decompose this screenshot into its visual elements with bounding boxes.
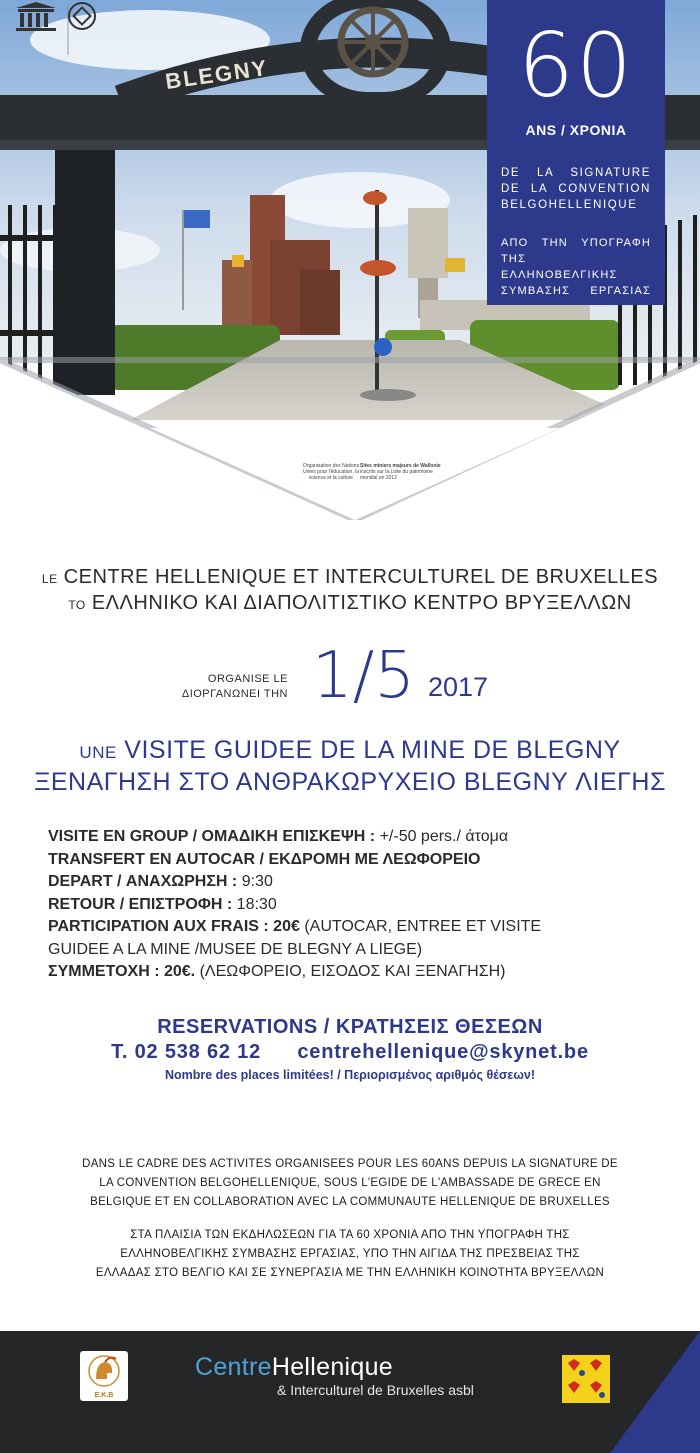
whs-title: Sites miniers majeurs de Wallonie bbox=[360, 463, 441, 469]
reservation-contact bbox=[0, 1041, 700, 1064]
detail-depart bbox=[48, 871, 668, 894]
helmet-icon bbox=[80, 1351, 128, 1391]
brand-part-hellenique: Hellenique bbox=[271, 1353, 393, 1381]
badge-french-text bbox=[501, 165, 651, 213]
unesco-temple-icon bbox=[16, 2, 56, 31]
brand-part-centre: Centre bbox=[195, 1353, 272, 1381]
event-title-greek: ΞΕΝΑΓΗΣΗ ΣΤΟ ΑΝΘΡΑΚΩΡΥΧΕΙΟ BLEGNY ΛΙΕΓΗΣ bbox=[34, 768, 666, 796]
badge-fr-line: DE LA CONVENTION bbox=[501, 183, 651, 195]
badge-gr-line: ΣΥΜΒΑΣΗΣ ΕΡΓΑΣΙΑΣ bbox=[501, 285, 651, 297]
detail-group-value: +/-50 pers./ άτομα bbox=[375, 828, 509, 845]
anniversary-years-label: ANS / ΧΡΟΝΙΑ bbox=[525, 122, 627, 138]
gate-sign: BLEGNY bbox=[163, 54, 270, 95]
organise-labels bbox=[182, 672, 288, 702]
detail-retour-label: RETOUR / ΕΠΙΣΤΡΟΦΗ : bbox=[48, 895, 233, 913]
footer bbox=[0, 1331, 700, 1453]
organise-label-fr: ORGANISE LE bbox=[207, 673, 288, 685]
badge-fr-line: BELGOHELLENIQUE bbox=[501, 199, 638, 211]
reservation-phone[interactable]: T. 02 538 62 12 bbox=[111, 1041, 261, 1063]
organizer-gr-name: ΕΛΛΗΝΙΚΟ ΚΑΙ ΔΙΑΠΟΛΙΤΙΣΤΙΚΟ ΚΕΝΤΡΟ ΒΡΥΞΕΛΛΩΝ bbox=[91, 592, 632, 614]
organizer-gr-prefix: ΤΟ bbox=[68, 598, 86, 612]
detail-fee-greek-value: (ΛΕΩΦΟΡΕΙΟ, ΕΙΣΟΔΟΣ ΚΑΙ ΞΕΝΑΓΗΣΗ) bbox=[195, 963, 506, 980]
detail-depart-value: 9:30 bbox=[237, 873, 273, 890]
detail-retour-value: 18:30 bbox=[232, 895, 277, 913]
organizer-greek bbox=[0, 592, 700, 615]
detail-fee-greek-label: ΣΥΜΜΕΤΟΧΗ : 20€. bbox=[48, 963, 196, 980]
event-date bbox=[0, 640, 700, 720]
detail-retour bbox=[48, 894, 668, 917]
organizer-fr-prefix: LE bbox=[41, 572, 58, 586]
unesco-caption: Organisation des Nations Unies pour l'éducation, la science et la culture bbox=[302, 463, 360, 481]
ekb-label: Ε.Κ.Β bbox=[94, 1392, 114, 1399]
detail-group-label: VISITE EN GROUP / ΟΜΑΔΙΚΗ ΕΠΙΣΚΕΨΗ : bbox=[48, 828, 376, 845]
event-details bbox=[48, 826, 668, 984]
detail-fee bbox=[48, 916, 668, 939]
badge-gr-line: ΕΛΛΗΝΟΒΕΛΓΙΚΗΣ bbox=[501, 269, 618, 281]
framework-gr-line: ΣΤΑ ΠΛΑΙΣΙΑ ΤΩΝ ΕΚΔΗΛΩΣΕΩΝ ΓΙΑ ΤΑ 60 ΧΡΟΝΙΑ ΑΠΟ ΤΗΝ ΥΠΟΓΡΑΦΗ ΤΗΣ bbox=[130, 1229, 570, 1241]
unesco-logos bbox=[0, 0, 160, 62]
whs-caption-block bbox=[360, 463, 450, 481]
hero-photo bbox=[0, 0, 700, 520]
detail-transfer-label: TRANSFERT EN AUTOCAR / ΕΚΔΡΟΜΗ ΜΕ ΛΕΩΦΟΡΕΙΟ bbox=[48, 850, 481, 868]
organise-label-gr: ΔΙΟΡΓΑΝΩΝΕΙ ΤΗΝ bbox=[181, 688, 288, 700]
detail-fee-value: (AUTOCAR, ENTREE ET VISITE bbox=[299, 918, 542, 935]
anniversary-number: 60 bbox=[518, 14, 634, 117]
brand-logo bbox=[195, 1353, 474, 1398]
detail-group bbox=[48, 826, 668, 849]
detail-fee-greek bbox=[48, 961, 668, 984]
detail-transfer bbox=[48, 849, 668, 872]
date-day-month: 1/5 bbox=[312, 639, 415, 713]
whs-caption: inscrits sur la Liste du patrimoine mondial en 2012 bbox=[360, 469, 433, 481]
organizer-fr-name: CENTRE HELLENIQUE ET INTERCULTUREL DE BRUXELLES bbox=[63, 566, 659, 588]
event-title-fr: VISITE GUIDEE DE LA MINE DE BLEGNY bbox=[124, 736, 621, 764]
framework-gr-line: ΕΛΛΑΔΑΣ ΣΤΟ ΒΕΛΓΙΟ ΚΑΙ ΣΕ ΣΥΝΕΡΓΑΣΙΑ ΜΕ ΤΗΝ ΕΛΛΗΝΙΚΗ ΚΟΙΝΟΤΗΤΑ ΒΡΥΞΕΛΛΩΝ bbox=[95, 1267, 605, 1279]
date-year: 2017 bbox=[428, 672, 489, 702]
reservation-email[interactable]: centrehellenique@skynet.be bbox=[297, 1041, 589, 1063]
badge-fr-line: DE LA SIGNATURE bbox=[501, 167, 651, 179]
detail-depart-label: DEPART / ΑΝΑΧΩΡΗΣΗ : bbox=[48, 873, 238, 890]
brand-subtitle: & Interculturel de Bruxelles asbl bbox=[277, 1382, 474, 1398]
framework-french bbox=[30, 1155, 670, 1212]
reservation-block bbox=[0, 1016, 700, 1082]
framework-fr-line: LA CONVENTION BELGOHELLENIQUE, SOUS L'EGIDE DE L'AMBASSADE DE GRECE EN bbox=[99, 1177, 601, 1189]
reservation-note: Nombre des places limitées! / Περιορισμένος αριθμός θέσεων! bbox=[164, 1068, 536, 1082]
framework-greek bbox=[30, 1226, 670, 1283]
event-title-prefix: UNE bbox=[79, 743, 117, 762]
framework-gr-line: ΕΛΛΗΝΟΒΕΛΓΙΚΗΣ ΣΥΜΒΑΣΗΣ ΕΡΓΑΣΙΑΣ, ΥΠΟ ΤΗΝ ΑΙΓΙΔΑ ΤΗΣ ΠΡΕΣΒΕΙΑΣ ΤΗΣ bbox=[120, 1248, 580, 1260]
badge-greek-text bbox=[501, 235, 651, 299]
world-heritage-icon bbox=[69, 3, 95, 29]
badge-gr-line: ΑΠΟ ΤΗΝ ΥΠΟΓΡΑΦΗ ΤΗΣ bbox=[501, 237, 651, 265]
detail-fee-cont: GUIDEE A LA MINE /MUSEE DE BLEGNY A LIEGE) bbox=[48, 940, 423, 958]
organizer-french bbox=[0, 566, 700, 589]
reservation-title: RESERVATIONS / ΚΡΑΤΗΣΕΙΣ ΘΕΣΕΩΝ bbox=[157, 1016, 543, 1038]
anniversary-badge bbox=[487, 0, 665, 305]
brand-name bbox=[195, 1353, 474, 1382]
wallonia-brussels-flag-icon bbox=[562, 1355, 610, 1403]
ekb-logo bbox=[80, 1351, 128, 1401]
detail-fee-label: PARTICIPATION AUX FRAIS : 20€ bbox=[48, 918, 300, 935]
framework-fr-line: DANS LE CADRE DES ACTIVITES ORGANISEES POUR LES 60ANS DEPUIS LA SIGNATURE DE bbox=[82, 1158, 618, 1170]
event-title-french bbox=[0, 736, 700, 765]
framework-fr-line: BELGIQUE ET EN COLLABORATION AVEC LA COMMUNAUTE HELLENIQUE DE BRUXELLES bbox=[90, 1196, 610, 1208]
